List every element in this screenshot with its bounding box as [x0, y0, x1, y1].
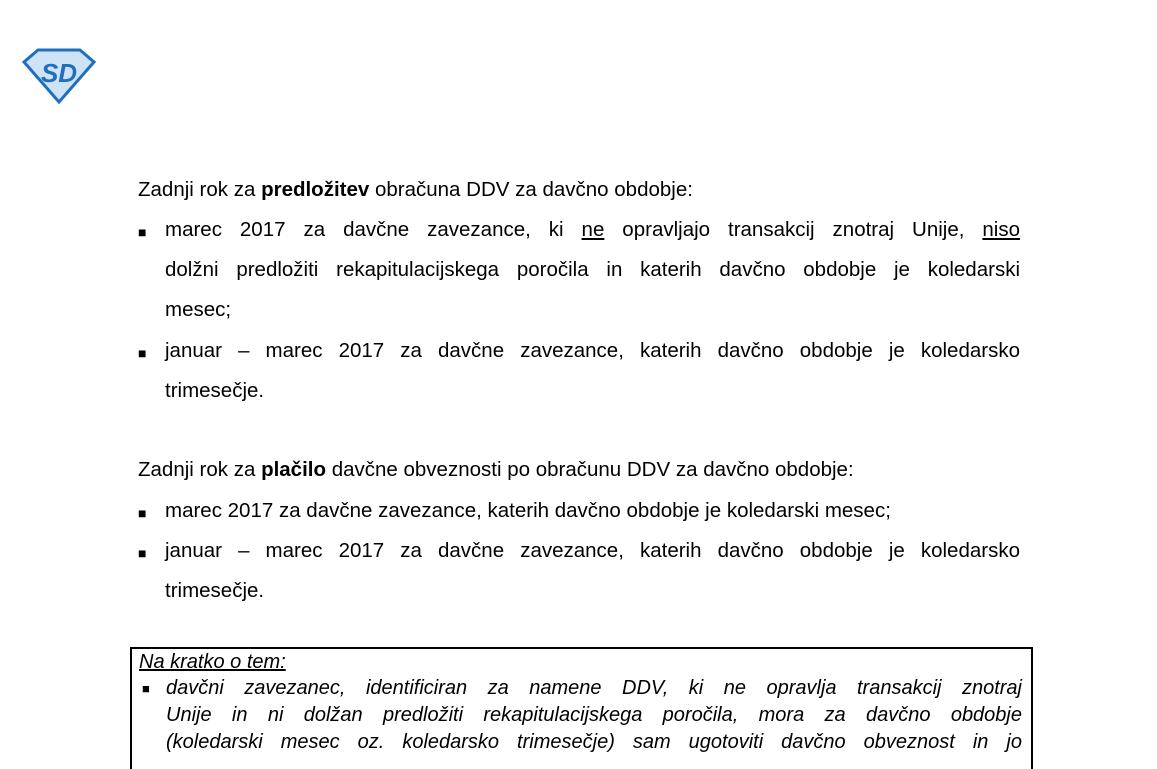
company-logo [22, 48, 96, 104]
summary-heading: Na kratko o tem: [139, 651, 286, 673]
svg-text:SD: SD [40, 58, 78, 88]
section1-bullet1-line1: marec 2017 za davčne zavezance, ki ne opravljajo transakcij znotraj Unije, niso [165, 218, 1021, 241]
summary-box [130, 647, 1033, 769]
section2-bullet2-line2: trimesečje. [165, 579, 265, 602]
bullet-icon: ■ [138, 224, 147, 240]
summary-line-2: Unije in ni dolžan predložiti rekapitulacijskega poročila, mora za davčno obdobje [166, 704, 1022, 726]
section1-bullet2-line2: trimesečje. [165, 379, 265, 402]
section1-bullet1-line2: dolžni predložiti rekapitulacijskega poročila in katerih davčno obdobje je koledarski [165, 258, 1020, 281]
bullet-icon: ■ [138, 545, 147, 561]
section1-intro: Zadnji rok za predložitev obračuna DDV za davčno obdobje: [138, 178, 693, 201]
bullet-icon: ■ [142, 681, 150, 696]
section2-bullet2-line1: januar – marec 2017 za davčne zavezance, katerih davčno obdobje je koledarsko [165, 539, 1020, 562]
bullet-icon: ■ [138, 345, 147, 361]
section2-intro: Zadnji rok za plačilo davčne obveznosti po obračunu DDV za davčno obdobje: [138, 458, 854, 481]
bullet-icon: ■ [138, 505, 147, 521]
summary-line-3: (koledarski mesec oz. koledarsko trimesečje) sam ugotoviti davčno obveznost in jo [166, 731, 1022, 753]
section2-bullet1: marec 2017 za davčne zavezance, katerih davčno obdobje je koledarski mesec; [165, 499, 891, 522]
section1-bullet1-line3: mesec; [165, 298, 232, 321]
summary-line-1: davčni zavezanec, identificiran za namene DDV, ki ne opravlja transakcij znotraj [166, 677, 1022, 699]
section1-bullet2-line1: januar – marec 2017 za davčne zavezance, katerih davčno obdobje je koledarsko [165, 339, 1020, 362]
